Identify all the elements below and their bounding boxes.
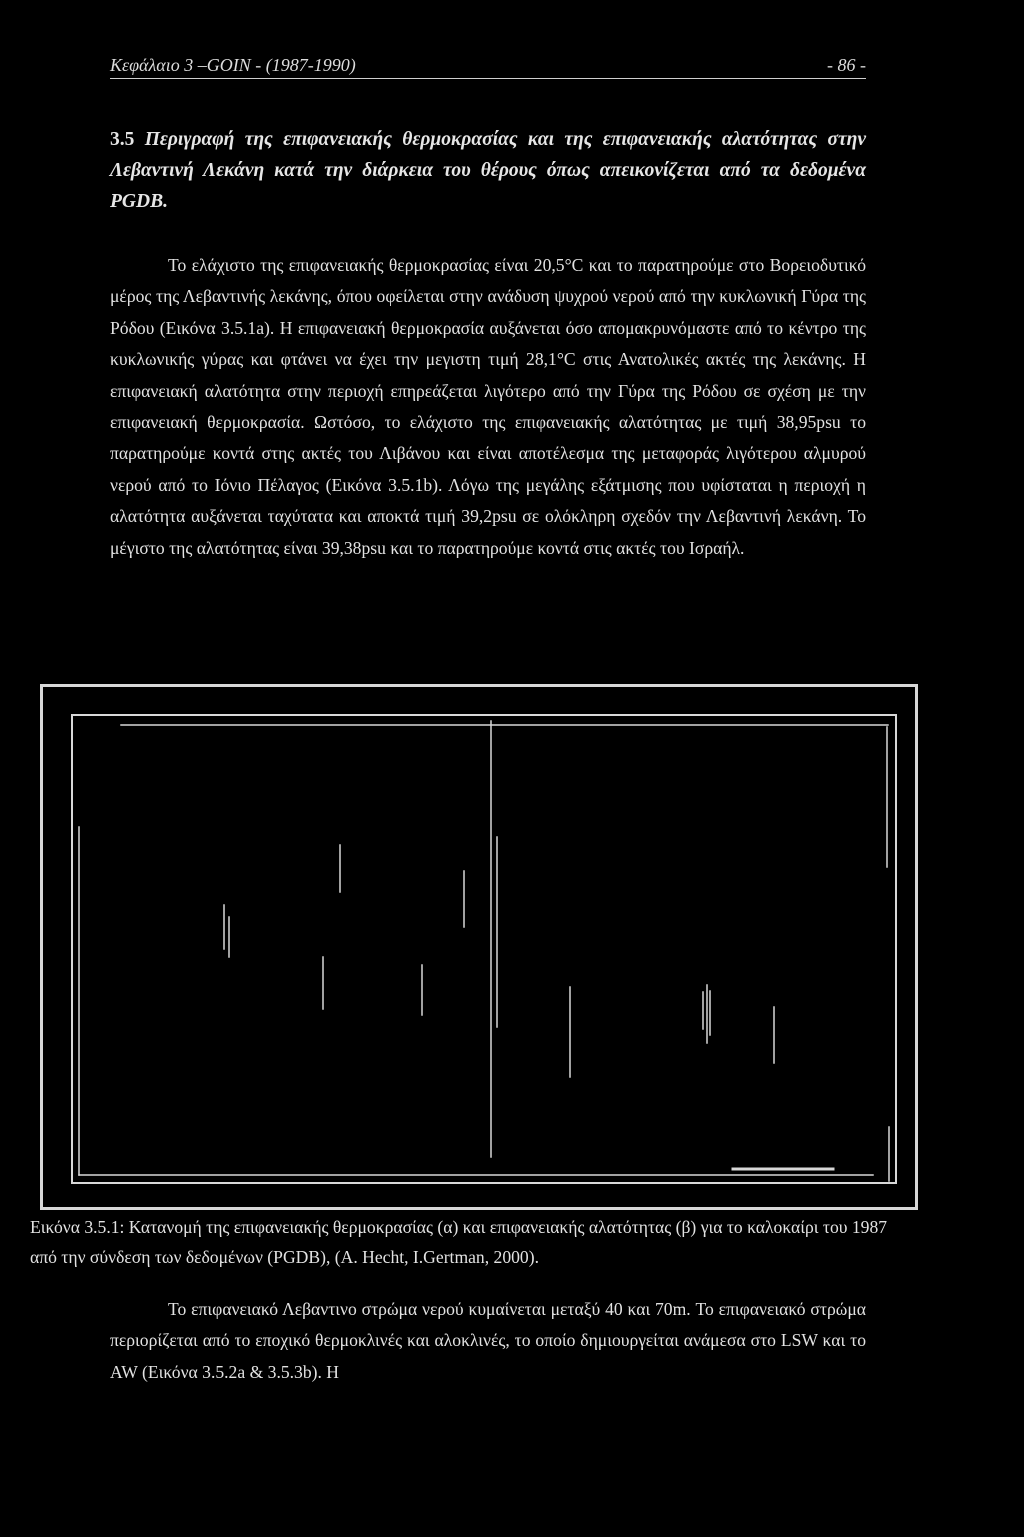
- chapter-title: Κεφάλαιο 3 –GOIN - (1987-1990): [110, 55, 356, 75]
- figure-caption: Εικόνα 3.5.1: Κατανομή της επιφανειακής θερμοκρασίας (α) και επιφανειακής αλατότητας (β) για το καλοκαίρι του 1987 από την σύνδεση των δεδομένων (PGDB), (A. Hecht, I.Gertman, 2000).: [30, 1217, 888, 1267]
- header-rule: [110, 78, 866, 79]
- body-paragraph-1: Το ελάχιστο της επιφανειακής θερμοκρασίας είναι 20,5°C και το παρατηρούμε στο Βορειοδυτικό μέρος της Λεβαντινής λεκάνης, όπου οφείλεται στην ανάδυση ψυχρού νερού από την κυκλωνική Γύρα της Ρόδου (Εικόνα 3.5.1a). Η επιφανειακή θερμοκρασία αυξάνεται όσο απομακρυνόμαστε από το κέντρο της κυκλωνικής γύρας και φτάνει να έχει την μεγιστη τιμή 28,1°C στις Ανατολικές ακτές της λεκάνης. Η επιφανειακή αλατότητα στην περιοχή επηρεάζεται λιγότερο από την Γύρα της Ρόδου σε σχέση με την επιφανειακή θερμοκρασία. Ωστόσο, το ελάχιστο της επιφανειακής αλατότητας με τιμή 38,95psu το παρατηρούμε κοντά στης ακτές του Λιβάνου και είναι αποτέλεσμα της μεταφοράς λιγότερου αλμυρού νερού από το Ιόνιο Πέλαγος (Εικόνα 3.5.1b). Λόγω της μεγάλης εξάτμισης που υφίσταται η περιοχή η αλατότητα αυξάνεται ταχύτατα και αποκτά τιμή 39,2psu σε ολόκληρη σχεδόν την Λεβαντινή λεκάνη. Το μέγιστο της αλατότητας είναι 39,38psu και το παρατηρούμε κοντά στις ακτές του Ισραήλ.: [110, 255, 866, 558]
- running-header: [110, 54, 866, 76]
- body-paragraph-2: Το επιφανειακό Λεβαντινο στρώμα νερού κυμαίνεται μεταξύ 40 και 70m. Το επιφανειακό στρώμα περιορίζεται από το εποχικό θερμοκλινές και αλοκλινές, το οποίο δημιουργείται ανάμεσα στο LSW και το AW (Εικόνα 3.5.2a & 3.5.3b). Η: [110, 1299, 866, 1382]
- page-number: - 86 -: [827, 55, 866, 75]
- section-number: 3.5: [110, 129, 135, 150]
- section-title: Περιγραφή της επιφανειακής θερμοκρασίας και της επιφανειακής αλατότητας στην Λεβαντινή Λεκάνη κατά την διάρκεια του θέρους όπως απεικονίζεται από τα δεδομένα PGDB.: [110, 129, 867, 212]
- figure-frame: [40, 684, 918, 1210]
- section-heading: [110, 124, 866, 217]
- figure-image: [43, 687, 915, 1207]
